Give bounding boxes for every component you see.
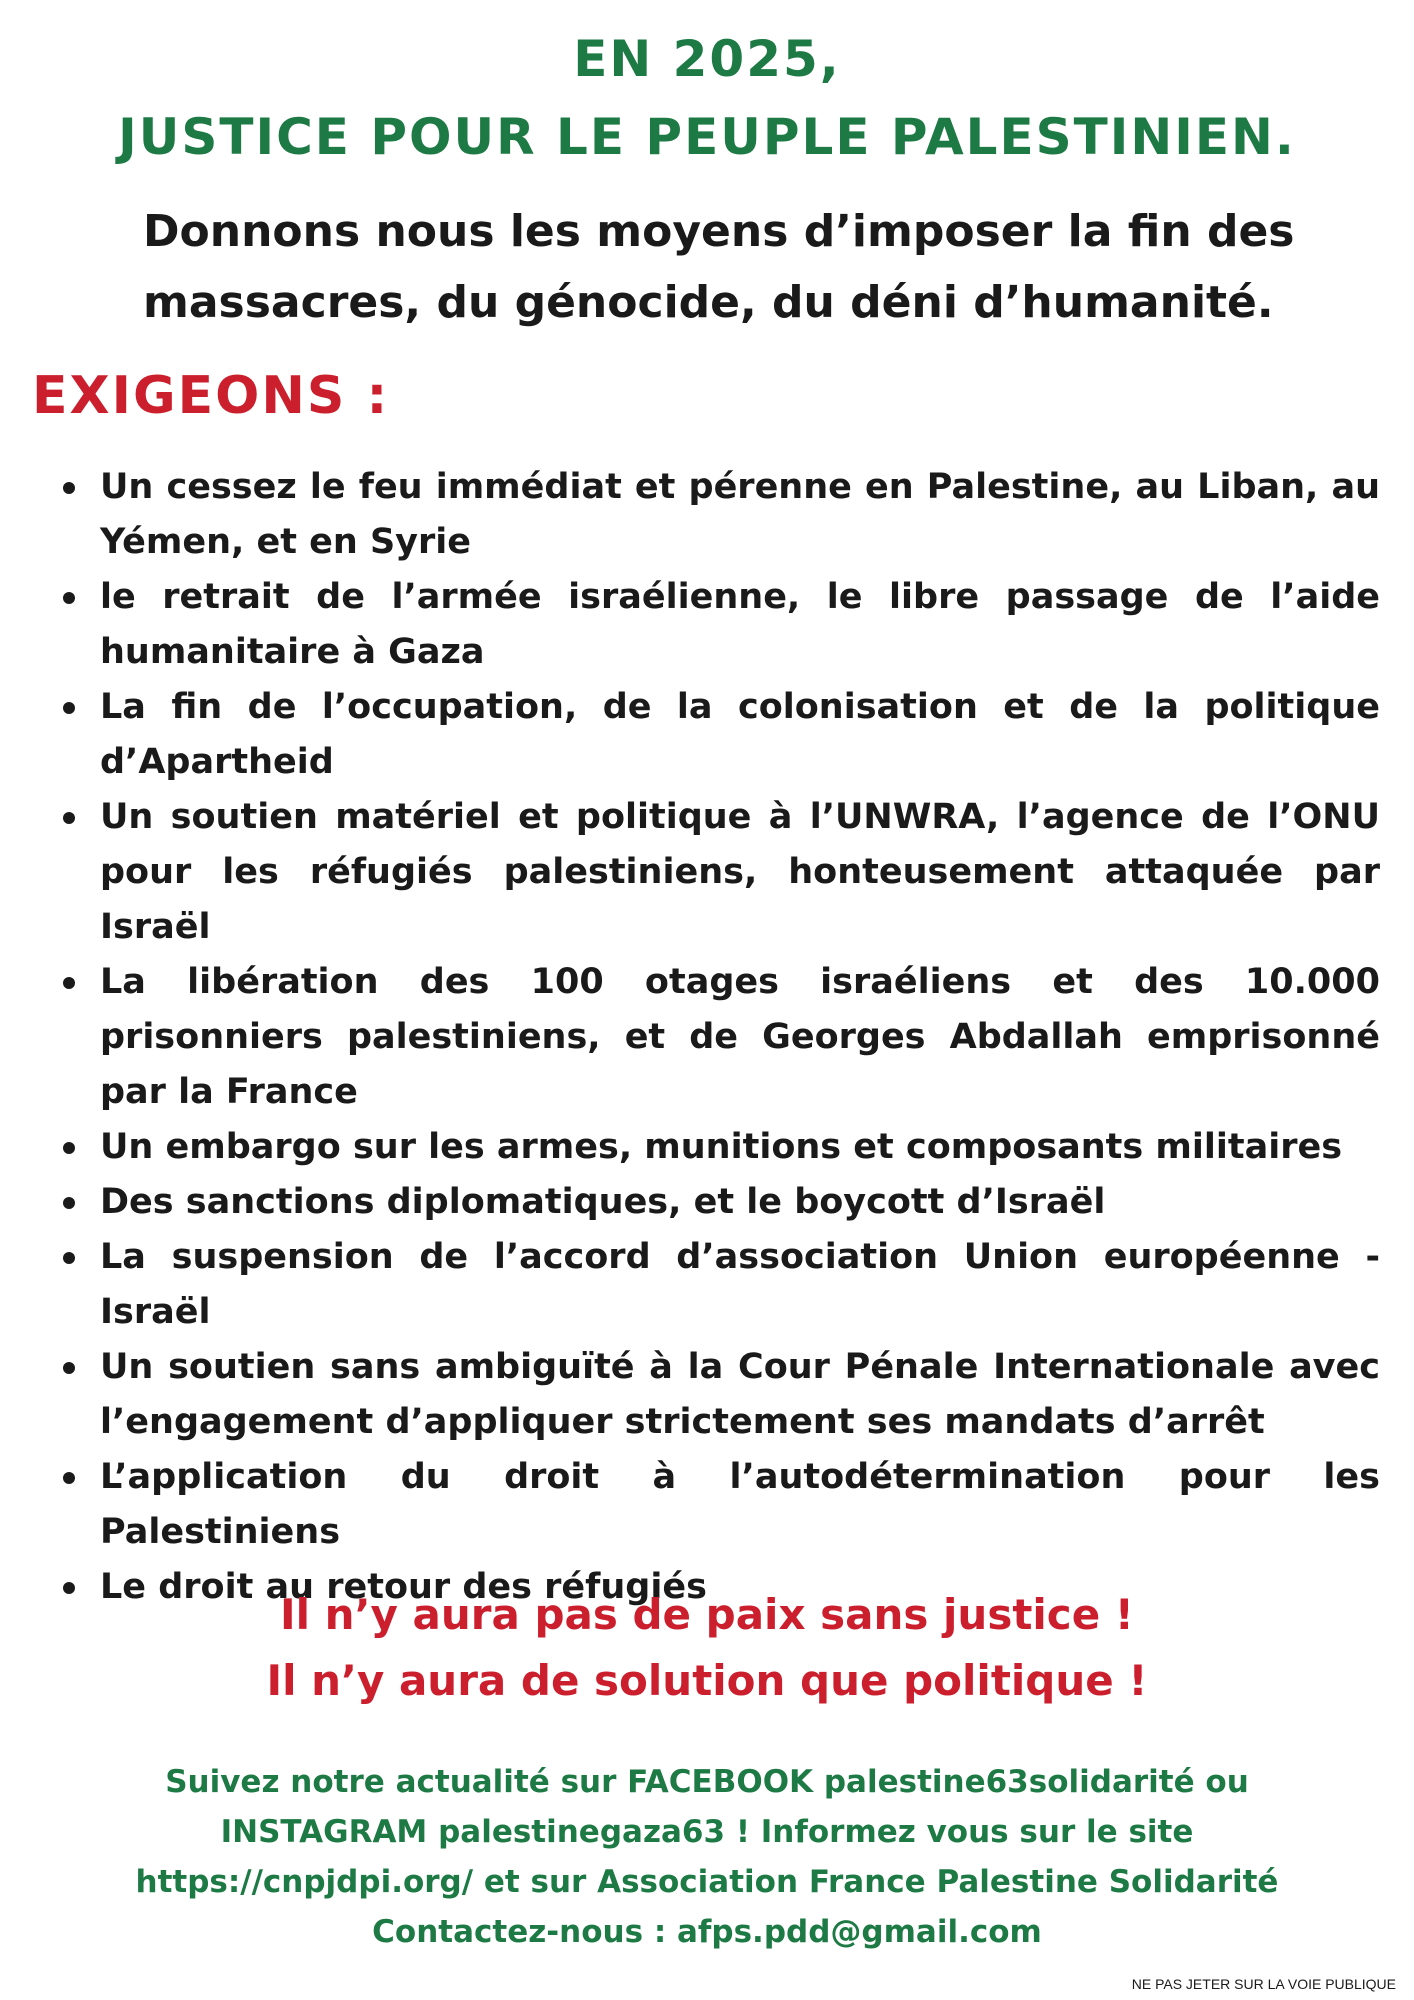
- footer-contact-email: Contactez-nous : afps.pdd@gmail.com: [372, 1914, 1042, 1950]
- demand-item: le retrait de l’armée israélienne, le libre passage de l’aide humanitaire à Gaza: [100, 570, 1380, 680]
- subtitle-line-1: Donnons nous les moyens d’imposer la fin des: [143, 206, 1295, 257]
- demand-item: La suspension de l’accord d’association Union européenne - Israël: [100, 1230, 1380, 1340]
- demand-item: Un embargo sur les armes, munitions et composants militaires: [100, 1120, 1380, 1175]
- subtitle-line-2: massacres, du génocide, du déni d’humanité.: [143, 277, 1274, 328]
- demand-item: La fin de l’occupation, de la colonisation et de la politique d’Apartheid: [100, 680, 1380, 790]
- disclaimer-text: NE PAS JETER SUR LA VOIE PUBLIQUE: [1131, 1976, 1396, 1992]
- title-line-2: JUSTICE POUR LE PEUPLE PALESTINIEN.: [118, 108, 1296, 166]
- demand-item: Un cessez le feu immédiat et pérenne en Palestine, au Liban, au Yémen, et en Syrie: [100, 460, 1380, 570]
- demand-item: Un soutien matériel et politique à l’UNWRA, l’agence de l’ONU pour les réfugiés palestiniens, honteusement attaquée par Israël: [100, 790, 1380, 955]
- demand-item: Le droit au retour des réfugiés: [100, 1560, 1380, 1615]
- slogan-peace-justice: Il n’y aura pas de paix sans justice !: [280, 1590, 1134, 1639]
- slogan-political-solution: Il n’y aura de solution que politique !: [266, 1656, 1148, 1705]
- title-line-1: EN 2025,: [573, 30, 841, 88]
- demand-item: L’application du droit à l’autodétermination pour les Palestiniens: [100, 1450, 1380, 1560]
- footer-social-facebook: Suivez notre actualité sur FACEBOOK palestine63solidarité ou: [165, 1764, 1249, 1800]
- footer-social-instagram: INSTAGRAM palestinegaza63 ! Informez vous sur le site: [220, 1814, 1194, 1850]
- demands-heading: EXIGEONS :: [32, 366, 390, 426]
- footer-website: https://cnpjdpi.org/ et sur Association France Palestine Solidarité: [135, 1864, 1279, 1900]
- demand-item: La libération des 100 otages israéliens et des 10.000 prisonniers palestiniens, et de Georges Abdallah emprisonné par la France: [100, 955, 1380, 1120]
- demands-list: [100, 460, 1380, 1615]
- demand-item: Des sanctions diplomatiques, et le boycott d’Israël: [100, 1175, 1380, 1230]
- demand-item: Un soutien sans ambiguïté à la Cour Pénale Internationale avec l’engagement d’appliquer strictement ses mandats d’arrêt: [100, 1340, 1380, 1450]
